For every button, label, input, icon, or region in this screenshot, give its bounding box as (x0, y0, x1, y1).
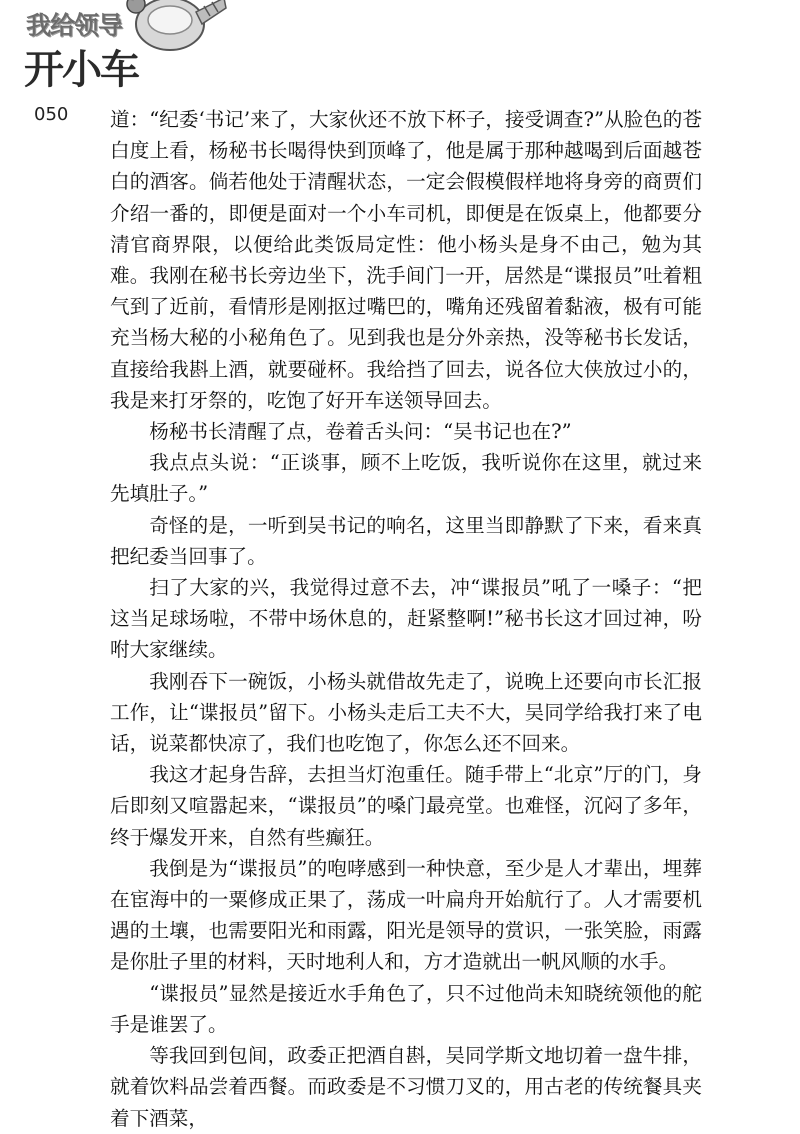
paragraph: 我刚吞下一碗饭，小杨头就借故先走了，说晚上还要向市长汇报工作，让“谍报员”留下。小杨头走后工夫不大，吴同学给我打来了电话，说菜都快凉了，我们也吃饱了，你怎么还不回来。 (110, 669, 702, 756)
paragraph: 扫了大家的兴，我觉得过意不去，冲“谍报员”吼了一嗓子：“把这当足球场啦，不带中场休息的，赶紧整啊!”秘书长这才回过神，吩咐大家继续。 (110, 576, 702, 662)
paragraph: 奇怪的是，一听到吴书记的响名，这里当即静默了下来，看来真把纪委当回事了。 (110, 513, 702, 568)
book-title: 我给领导 (26, 11, 123, 40)
paragraph: 杨秘书长清醒了点，卷着舌头问：“吴书记也在?” (149, 420, 572, 444)
book-header (18, 0, 228, 95)
paragraph: 等我回到包间，政委正把酒自斟，吴同学斯文地切着一盘牛排，就着饮料品尝着西餐。而政委是不习惯刀叉的，用古老的传统餐具夹着下酒菜， (110, 1044, 702, 1130)
paragraph: “谍报员”显然是接近水手角色了，只不过他尚未知晓统领他的舵手是谁罢了。 (110, 981, 702, 1036)
body-text (110, 104, 702, 1134)
paragraph: 我点点头说：“正谈事，顾不上吃饭，我听说你在这里，就过来先填肚子。” (110, 451, 702, 506)
paragraph: 道：“纪委‘书记’来了，大家伙还不放下杯子，接受调查?”从脸色的苍白度上看，杨秘书长喝得快到顶峰了，他是属于那种越喝到后面越苍白的酒客。倘若他处于清醒状态，一定会假模假样地将身旁的商贾们介绍一番的，即便是面对一个小车司机，即便是在饭桌上，他都要分清官商界限，以便给此类饭局定性：他小杨头是身不由己，勉为其难。我刚在秘书长旁边坐下，洗手间门一开，居然是“谍报员”吐着粗气到了近前，看情形是刚抠过嘴巴的，嘴角还残留着黏液，极有可能充当杨大秘的小秘角色了。见到我也是分外亲热，没等秘书长发话，直接给我斟上酒，就要碰杯。我给挡了回去，说各位大侠放过小的，我是来打牙祭的，吃饱了好开车送领导回去。 (110, 108, 702, 412)
page-number: 050 (34, 104, 69, 125)
book-subtitle: 开小车 (24, 47, 138, 93)
paragraph: 我倒是为“谍报员”的咆哮感到一种快意，至少是人才辈出，埋葬在宦海中的一粟修成正果了，荡成一叶扁舟开始航行了。人才需要机遇的土壤，也需要阳光和雨露，阳光是领导的赏识，一张笑脸，雨露是你肚子里的材料，天时地利人和，方才造就出一帆风顺的水手。 (110, 856, 702, 974)
paragraph: 我这才起身告辞，去担当灯泡重任。随手带上“北京”厅的门，身后即刻又喧嚣起来，“谍报员”的嗓门最亮堂。也难怪，沉闷了多年，终于爆发开来，自然有些癫狂。 (110, 763, 702, 849)
